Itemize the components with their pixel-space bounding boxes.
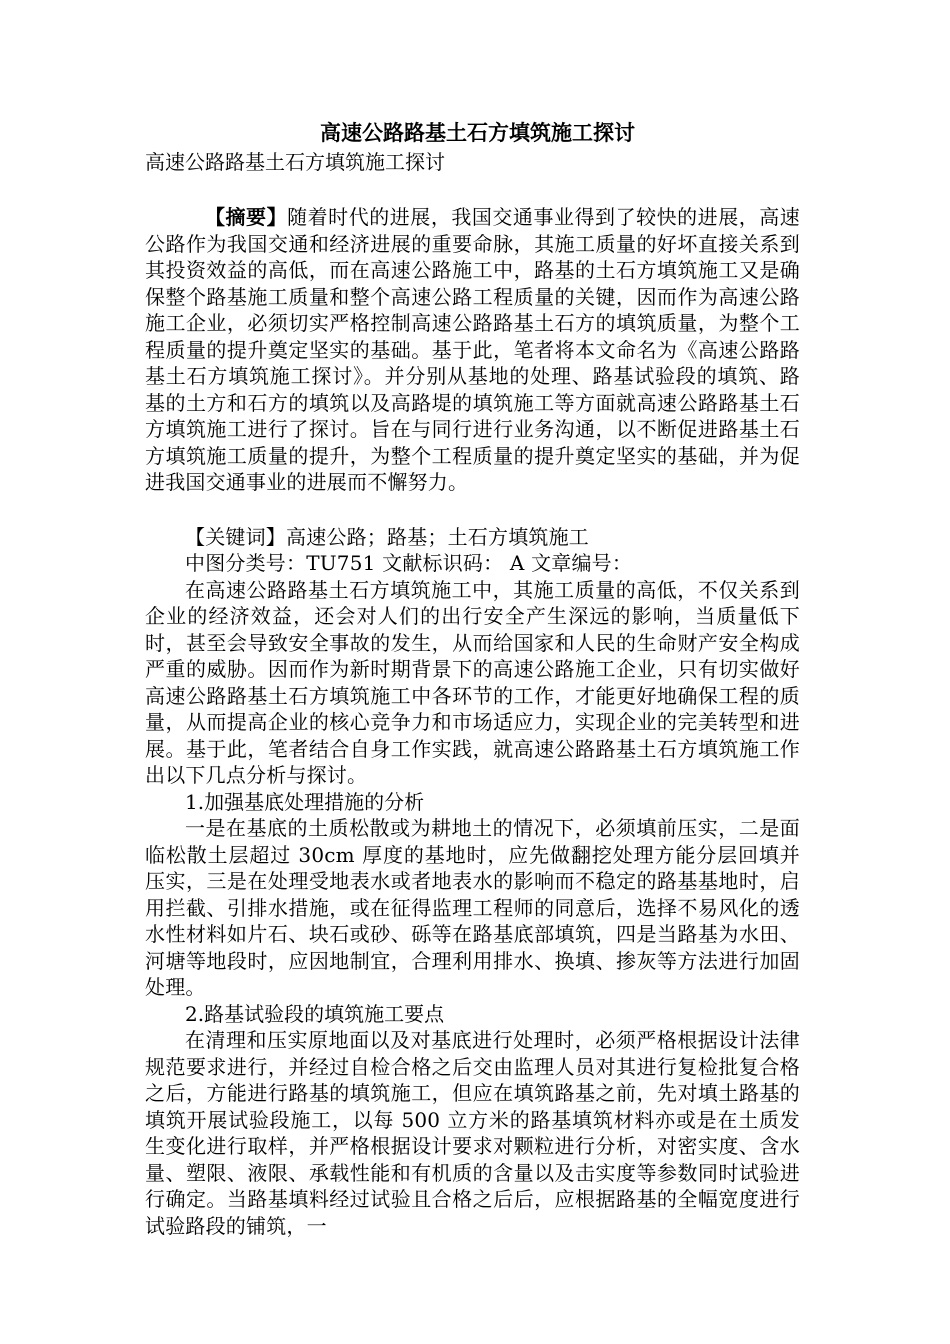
blank-line xyxy=(145,176,800,204)
document-subtitle: 高速公路路基土石方填筑施工探讨 xyxy=(145,150,445,174)
section2-paragraph: 在清理和压实原地面以及对基底进行处理时，必须严格根据设计法律规范要求进行，并经过自检合格之后交由监理人员对其进行复检批复合格之后，方能进行路基的填筑施工，但应在填筑路基之前，先对填土路基的填筑开展试验段施工，以每 500 立方米的路基填筑材料亦或是在土质发生变化进行取样，并严格根据设计要求对颗粒进行分析，对密实度、含水量、塑限、液限、承载性能和有机质的含量以及击实度等参数同时试验进行确定。当路基填料经过试验且合格之后后，应根据路基的全幅宽度进行试验路段的铺筑，一 xyxy=(145,1028,800,1238)
abstract-text: 随着时代的进展，我国交通事业得到了较快的进展，高速公路作为我国交通和经济进展的重要命脉，其施工质量的好坏直接关系到其投资效益的高低，而在高速公路施工中，路基的土石方填筑施工又是确保整个路基施工质量和整个高速公路工程质量的关键，因而作为高速公路施工企业，必须切实严格控制高速公路路基土石方的填筑质量，为整个工程质量的提升奠定坚实的基础。基于此，笔者将本文命名为《高速公路路基土石方填筑施工探讨》。并分别从基地的处理、路基试验段的填筑、路基的土方和石方的填筑以及高路堤的填筑施工等方面就高速公路路基土石方填筑施工进行了探讨。旨在与同行进行业务沟通，以不断促进路基土石方填筑施工质量的提升，为整个工程质量的提升奠定坚实的基础，并为促进我国交通事业的进展而不懈努力。 xyxy=(145,205,800,494)
keywords-line: 【关键词】高速公路；路基；土石方填筑施工 xyxy=(185,524,589,549)
section1-heading: 1.加强基底处理措施的分析 xyxy=(185,789,425,814)
blank-line xyxy=(145,496,800,524)
abstract-label: 【摘要】 xyxy=(205,205,288,229)
document-title: 高速公路路基土石方填筑施工探讨 xyxy=(320,120,635,145)
intro-paragraph: 在高速公路路基土石方填筑施工中，其施工质量的高低，不仅关系到企业的经济效益，还会对人们的出行安全产生深远的影响，当质量低下时，甚至会导致安全事故的发生，从而给国家和人民的生命财产安全构成严重的威胁。因而作为新时期背景下的高速公路施工企业，只有切实做好高速公路路基土石方填筑施工中各环节的工作，才能更好地确保工程的质量，从而提高企业的核心竞争力和市场适应力，实现企业的完美转型和进展。基于此，笔者结合自身工作实践，就高速公路路基土石方填筑施工作出以下几点分析与探讨。 xyxy=(145,577,800,787)
section1-paragraph: 一是在基底的土质松散或为耕地土的情况下，必须填前压实，二是面临松散土层超过 30cm 厚度的基地时，应先做翻挖处理方能分层回填并压实，三是在处理受地表水或者地表水的影响而不稳定的路基基地时，启用拦截、引排水措施，或在征得监理工程师的同意后，选择不易风化的透水性材料如片石、块石或砂、砾等在路基底部填筑，四是当路基为水田、河塘等地段时，应因地制宜，合理利用排水、换填、掺灰等方法进行加固处理。 xyxy=(145,816,800,999)
document-page xyxy=(145,118,800,1239)
classification-line: 中图分类号：TU751 文献标识码： A 文章编号： xyxy=(185,551,633,575)
section2-heading: 2.路基试验段的填筑施工要点 xyxy=(185,1001,445,1026)
abstract-paragraph xyxy=(145,204,800,496)
